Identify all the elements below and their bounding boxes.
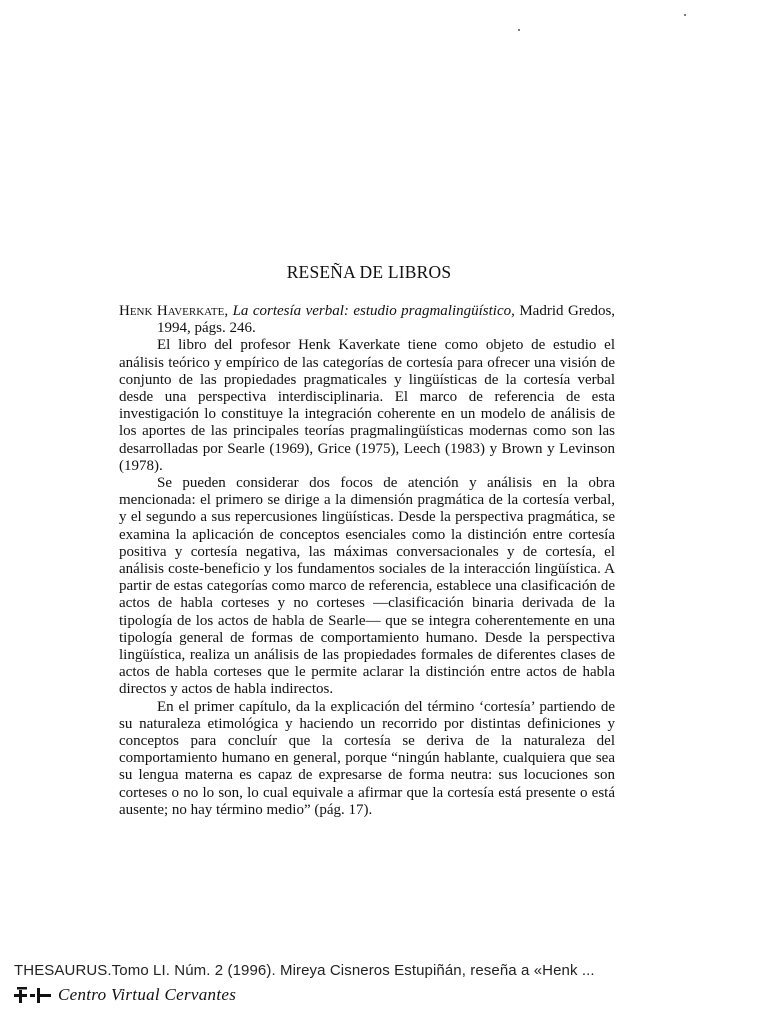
paragraph: Se pueden considerar dos focos de atención y análisis en la obra mencionada: el primero se dirige a la dimensión pragmática de la cortesía verbal, y el segundo a sus repercusiones lingüísticas. Desde la perspectiva pragmática, se examina la aplicación de conceptos esenciales como la distinción entre cortesía positiva y cortesía negativa, las máximas conversacionales y de cortesía, el análisis coste-beneficio y los fundamentos sociales de la interacción lingüística. A partir de estas categorías como marco de referencia, establece una clasificación de actos de habla corteses y no corteses —clasificación binaria derivada de la tipología de los actos de habla de Searle— que se integra coherentemente en una tipología general de formas de comportamiento humano. Desde la perspectiva lingüística, realiza un análisis de las propiedades formales de diferentes clases de actos de habla corteses que le permite aclarar la distinción entre actos de habla directos y actos de habla indirectos.	[119, 475, 615, 698]
page-footer	[14, 962, 754, 1005]
review-body	[119, 303, 615, 819]
section-title: RESEÑA DE LIBROS	[286, 262, 452, 282]
brand-name: Centro Virtual Cervantes	[58, 985, 237, 1004]
cvc-logo-icon	[14, 986, 52, 1004]
citation-publication-tail: Gredos, 1994, págs. 246.	[157, 303, 616, 337]
scan-speck	[518, 29, 520, 31]
paragraph: El libro del profesor Henk Kaverkate tiene como objeto de estudio el análisis teórico y empírico de las categorías de cortesía para ofrecer una visión de conjunto de las propiedades pragmaticales y lingüísticas de la cortesía verbal desde una perspectiva interdisciplinaria. El marco de referencia de esta investigación lo constituye la integración coherente en un modelo de análisis de los aportes de las principales teorías pragmalingüísticas modernas como son las desarrolladas por Searle (1969), Grice (1975), Leech (1983) y Brown y Levinson (1978).	[119, 337, 615, 474]
source-link[interactable]: THESAURUS.Tomo LI. Núm. 2 (1996). Mireya Cisneros Estupiñán, reseña a «Henk ...	[14, 962, 595, 979]
scan-speck	[684, 14, 686, 16]
brand-link[interactable]	[14, 985, 754, 1005]
citation-title: La cortesía verbal: estudio pragmalingüístico	[232, 303, 512, 319]
book-citation: Henk Haverkate, La cortesía verbal: estudio pragmalingüístico, Madrid Gredos, 1994, págs. 246.	[119, 303, 616, 337]
citation-publication-lead: , Madrid	[511, 303, 564, 319]
citation-author: Henk Haverkate	[119, 303, 225, 319]
paragraph: En el primer capítulo, da la explicación del término ‘cortesía’ partiendo de su naturaleza etimológica y haciendo un recorrido por distintas definiciones y conceptos para concluír que la cortesía se deriva de la naturaleza del comportamiento humano en general, porque “ningún hablante, cualquiera que sea su lengua materna es capaz de expresarse de forma neutra: sus locuciones son corteses o no lo son, lo cual equivale a afirmar que la cortesía está presente o está ausente; no hay término medio” (pág. 17).	[119, 698, 615, 818]
